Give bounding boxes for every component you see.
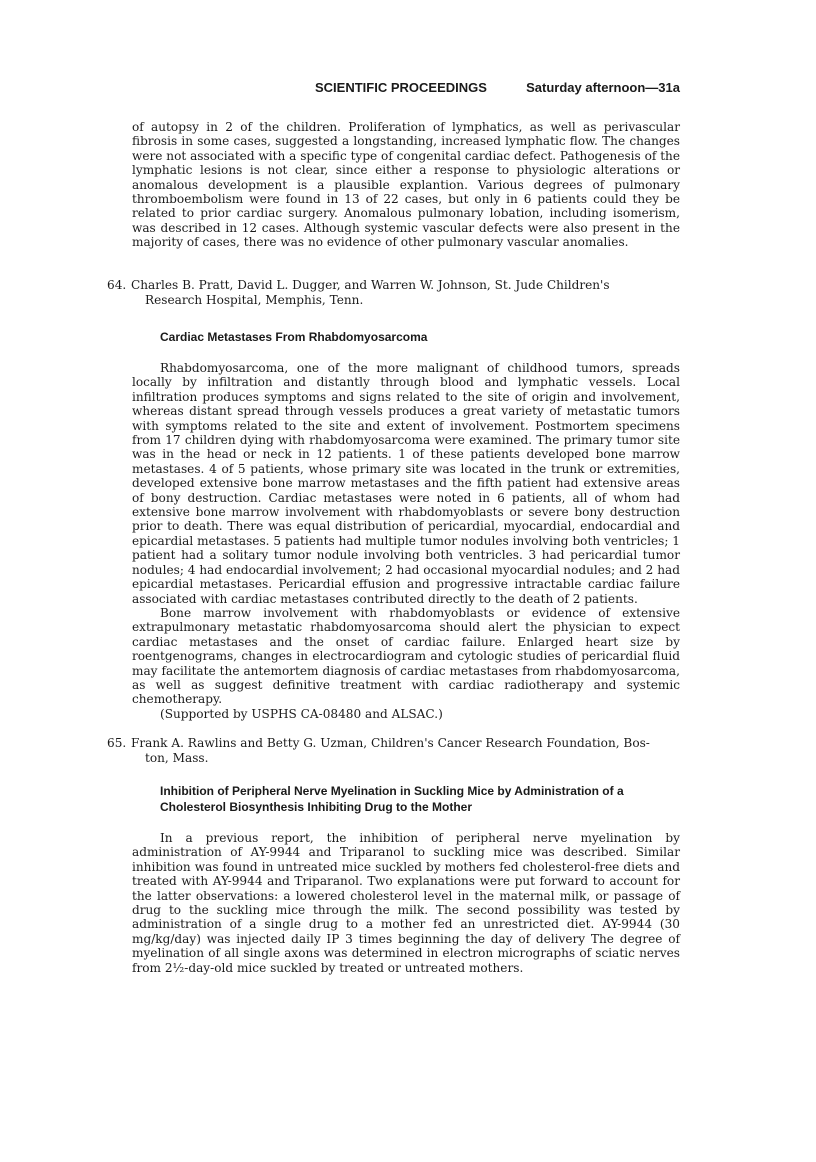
- author-affiliation: Research Hospital, Memphis, Tenn.: [145, 292, 364, 307]
- abstract-64-authors: [107, 278, 680, 307]
- section-title: SCIENTIFIC PROCEEDINGS: [315, 80, 487, 95]
- funding-note: (Supported by USPHS CA-08480 and ALSAC.): [160, 706, 443, 721]
- abstract-65-title: Inhibition of Peripheral Nerve Myelination in Suckling Mice by Administration of a Cholesterol Biosynthesis Inhibiting Drug to the Mother: [160, 784, 624, 814]
- body-paragraph: Rhabdomyosarcoma, one of the more malignant of childhood tumors, spreads locally by infiltration and distantly through blood and lymphatic vessels. Local infiltration produces symptoms and signs related to the site of origin and involvement, whereas distant spread through vessels produces a great variety of metastatic tumors with symptoms related to the site and extent of involvement. Postmortem specimens from 17 children dying with rhabdomyosarcoma were examined. The primary tumor site was in the head or neck in 12 patients. 1 of these patients developed bone marrow metastases. 4 of 5 patients, whose primary site was located in the trunk or extremities, developed extensive bone marrow metastases and the fifth patient had extensive areas of bony destruction. Cardiac metastases were noted in 6 patients, all of whom had extensive bone marrow involvement with rhabdomyoblasts or severe bony destruction prior to death. There was equal distribution of pericardial, myocardial, endocardial and epicardial metastases. 5 patients had multiple tumor nodules involving both ventricles; 1 patient had a solitary tumor nodule involving both ventricles. 3 had pericardial tumor nodules; 4 had endocardial involvement; 2 had occasional myocardial nodules; and 2 had epicardial metastases. Pericardial effusion and progressive intractable cardiac failure associated with cardiac metastases contributed directly to the death of 2 patients.: [132, 361, 680, 606]
- abstract-number: 65.: [107, 736, 127, 750]
- abstract-64-title: Cardiac Metastases From Rhabdomyosarcoma: [160, 330, 428, 344]
- abstract-65-body: [132, 831, 680, 975]
- body-paragraph: Bone marrow involvement with rhabdomyoblasts or evidence of extensive extrapulmonary metastatic rhabdomyosarcoma should alert the physician to expect cardiac metastases and the onset of cardiac failure. Enlarged heart size by roentgenograms, changes in electrocardiogram and cytologic studies of pericardial fluid may facilitate the antemortem diagnosis of cardiac metastases from rhabdomyosarcoma, as well as suggest definitive treatment with cardiac radiotherapy and systemic chemotherapy.: [132, 605, 680, 707]
- running-header: [315, 80, 680, 95]
- continued-paragraph: of autopsy in 2 of the children. Proliferation of lymphatics, as well as perivascular fibrosis in some cases, suggested a longstanding, increased lymphatic flow. The changes were not associated with a specific type of congenital cardiac defect. Pathogenesis of the lymphatic lesions is not clear, since either a response to physiologic alterations or anomalous development is a plausible explantion. Various degrees of pulmonary thromboembolism were found in 13 of 22 cases, but only in 6 patients could they be related to prior cardiac surgery. Anomalous pulmonary lobation, including isomerism, was described in 12 cases. Although systemic vascular defects were also present in the majority of cases, there was no evidence of other pulmonary vascular anomalies.: [132, 120, 681, 250]
- abstract-number: 64.: [107, 278, 127, 292]
- abstract-65-authors: [107, 736, 680, 765]
- author-list: Frank A. Rawlins and Betty G. Uzman, Children's Cancer Research Foundation, Bos-: [131, 736, 650, 750]
- session-page-label: Saturday afternoon—31a: [526, 80, 680, 95]
- author-affiliation: ton, Mass.: [145, 750, 209, 765]
- abstract-64-body: [132, 361, 680, 721]
- body-paragraph: In a previous report, the inhibition of peripheral nerve myelination by administration of AY-9944 and Triparanol to suckling mice was described. Similar inhibition was found in untreated mice suckled by mothers fed cholesterol-free diets and treated with AY-9944 and Triparanol. Two explanations were put forward to account for the latter observations: a lowered cholesterol level in the maternal milk, or passage of drug to the suckling mice through the milk. The second possibility was tested by administration of a single drug to a mother fed an unrestricted diet. AY-9944 (30 mg/kg/day) was injected daily IP 3 times beginning the day of delivery The degree of myelination of all single axons was determined in electron micrographs of sciatic nerves from 2½-day-old mice suckled by treated or untreated mothers.: [132, 831, 680, 975]
- author-list: Charles B. Pratt, David L. Dugger, and Warren W. Johnson, St. Jude Children's: [131, 278, 610, 292]
